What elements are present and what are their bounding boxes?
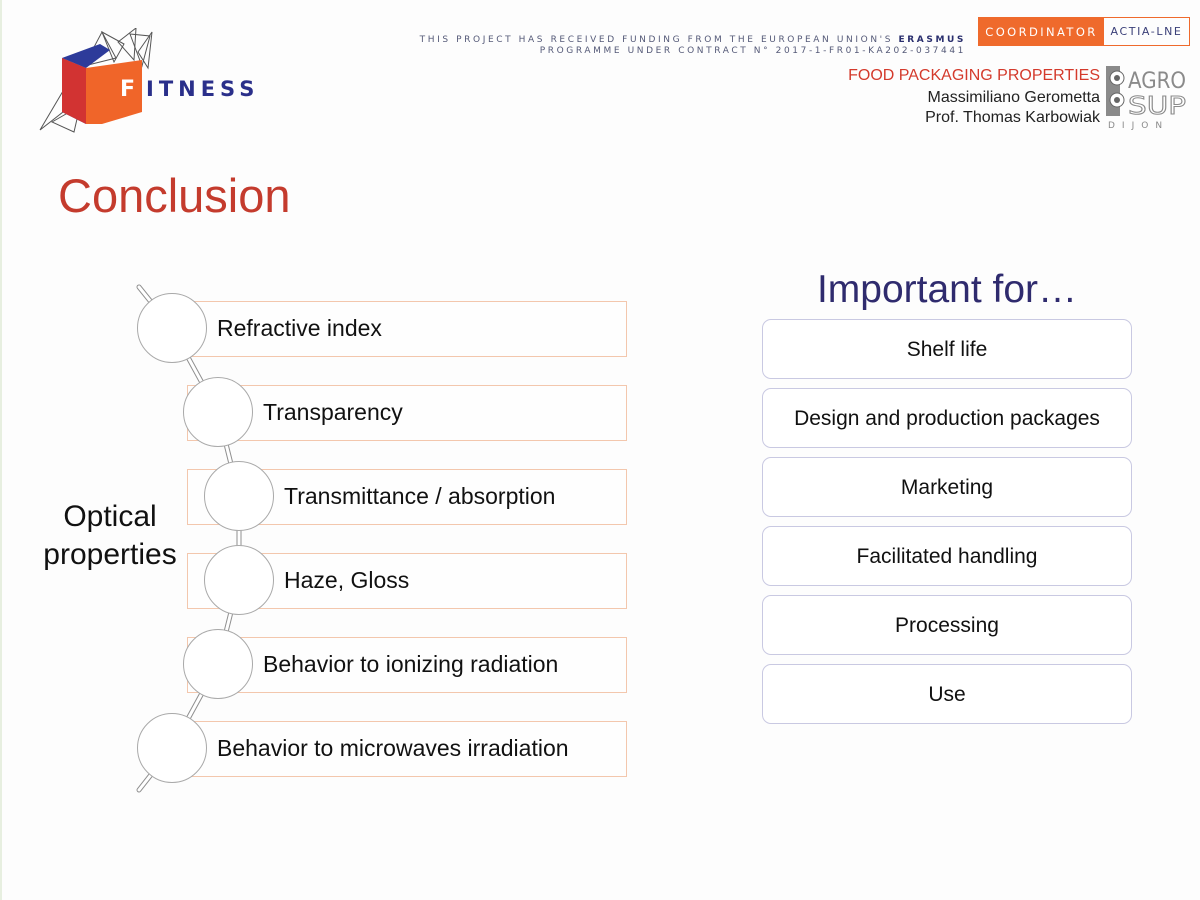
coordinator-badge (978, 17, 1190, 46)
important-item: Marketing (762, 457, 1132, 517)
optical-item-label: Transmittance / absorption (284, 483, 556, 509)
optical-line-1: Optical (63, 500, 157, 533)
agro-text: AGRO (1128, 69, 1186, 94)
funding-erasmus: ERASMUS (898, 35, 966, 45)
optical-item-label: Behavior to microwaves irradiation (217, 735, 569, 761)
fitness-logo (38, 28, 288, 134)
optical-item-label: Haze, Gloss (284, 567, 410, 593)
author-2: Prof. Thomas Karbowiak (925, 109, 1100, 126)
optical-item-label: Behavior to ionizing radiation (263, 651, 559, 677)
optical-item-circle (204, 545, 274, 615)
optical-item-label: Transparency (263, 399, 403, 425)
funding-line-1 (420, 35, 966, 45)
important-item: Facilitated handling (762, 526, 1132, 586)
course-title: FOOD PACKAGING PROPERTIES (848, 67, 1100, 84)
important-item: Design and production packages (762, 388, 1132, 448)
dijon-text: DIJON (1108, 121, 1170, 130)
logo-initial: F (120, 77, 136, 102)
sup-text: SUP (1128, 91, 1186, 120)
funding-line-2: PROGRAMME UNDER CONTRACT N° 2017-1-FR01-KA202-037441 (539, 46, 966, 56)
optical-item-box (187, 385, 627, 441)
optical-item-circle (204, 461, 274, 531)
coordinator-label: COORDINATOR (979, 18, 1104, 45)
important-item: Shelf life (762, 319, 1132, 379)
logo-wordmark: ITNESS (146, 77, 260, 101)
optical-item-label: Refractive index (217, 315, 382, 341)
important-heading: Important for… (816, 268, 1078, 311)
agrosup-dijon-logo (1104, 64, 1188, 130)
optical-item-circle (183, 629, 253, 699)
optical-properties-label (30, 498, 190, 574)
optical-line-2: properties (43, 538, 177, 571)
coordinator-value: ACTIA-LNE (1110, 25, 1183, 38)
optical-item-circle (137, 293, 207, 363)
optical-item-circle (137, 713, 207, 783)
author-1: Massimiliano Gerometta (927, 89, 1100, 106)
optical-item-circle (183, 377, 253, 447)
funding-line-1-prefix: THIS PROJECT HAS RECEIVED FUNDING FROM THE EUROPEAN UNION'S (419, 35, 894, 45)
important-item: Use (762, 664, 1132, 724)
page-title: Conclusion (58, 169, 291, 222)
important-item: Processing (762, 595, 1132, 655)
